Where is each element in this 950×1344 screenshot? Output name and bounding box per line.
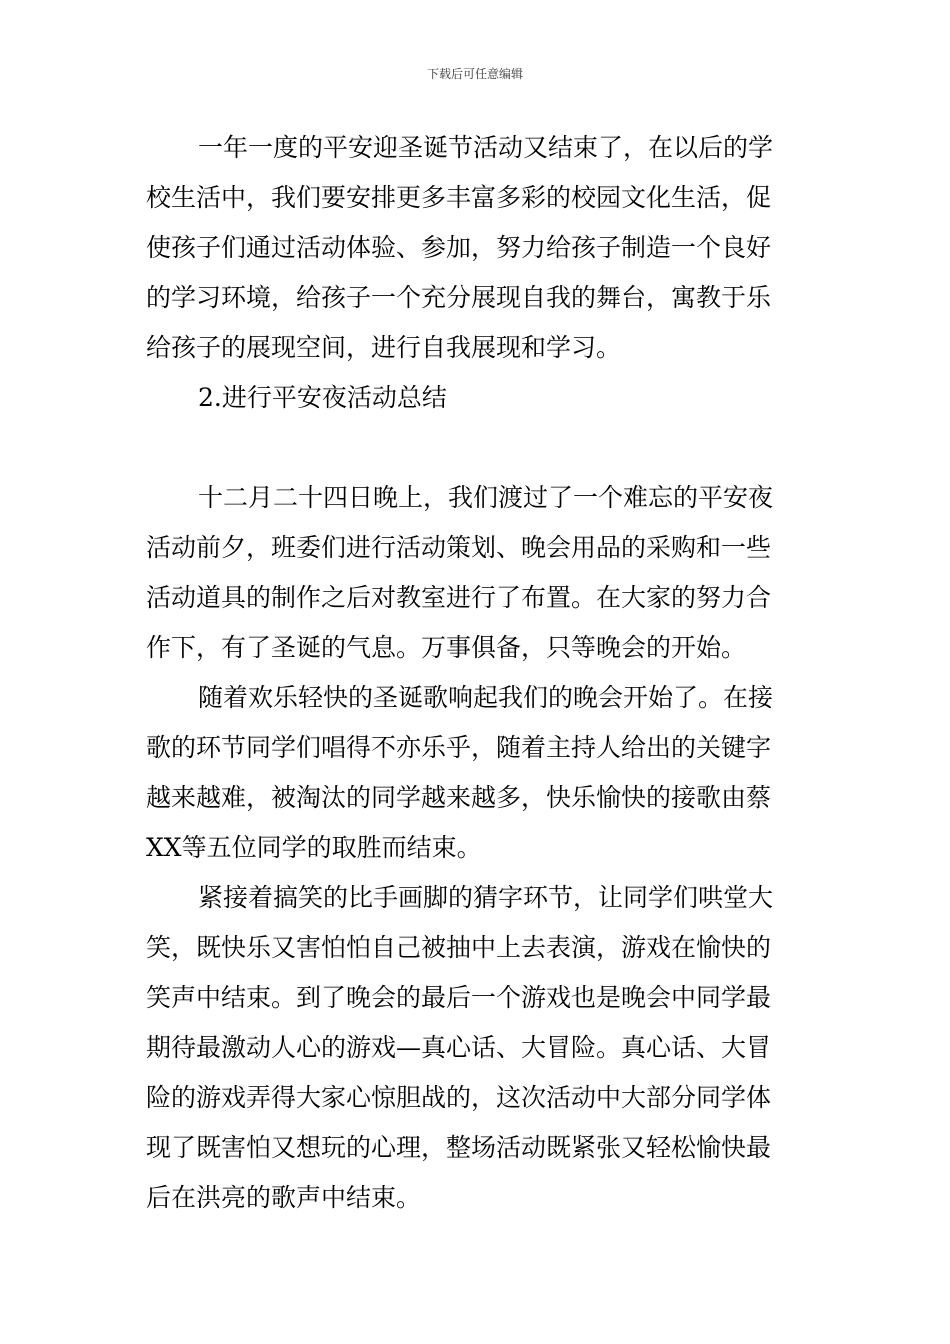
- paragraph-line: 歌的环节同学们唱得不亦乐乎，随着主持人给出的关键字: [146, 733, 772, 762]
- paragraph-line: 一年一度的平安迎圣诞节活动又结束了，在以后的学: [198, 133, 774, 162]
- paragraph-line: 笑，既快乐又害怕怕自己被抽中上去表演，游戏在愉快的: [146, 933, 772, 962]
- paragraph-line: XX等五位同学的取胜而结束。: [146, 833, 482, 862]
- paragraph-line: 十二月二十四日晚上，我们渡过了一个难忘的平安夜: [198, 483, 774, 512]
- header-note: 下载后可任意编辑: [426, 67, 523, 81]
- paragraph-line: 紧接着搞笑的比手画脚的猜字环节，让同学们哄堂大: [198, 883, 774, 912]
- paragraph-line: 险的游戏弄得大家心惊胆战的，这次活动中大部分同学体: [146, 1083, 772, 1112]
- paragraph-line: 随着欢乐轻快的圣诞歌响起我们的晚会开始了。在接: [198, 683, 774, 712]
- paragraph-line: 后在洪亮的歌声中结束。: [146, 1183, 422, 1212]
- paragraph-line: 校生活中，我们要安排更多丰富多彩的校园文化生活，促: [146, 183, 772, 212]
- paragraph-line: 的学习环境，给孩子一个充分展现自我的舞台，寓教于乐: [146, 283, 772, 312]
- paragraph-line: 越来越难，被淘汰的同学越来越多，快乐愉快的接歌由蔡: [146, 783, 772, 812]
- paragraph-line: 笑声中结束。到了晚会的最后一个游戏也是晚会中同学最: [146, 983, 772, 1012]
- paragraph-line: 现了既害怕又想玩的心理，整场活动既紧张又轻松愉快最: [146, 1133, 772, 1162]
- section-heading: 2.进行平安夜活动总结: [198, 383, 447, 412]
- paragraph-line: 作下，有了圣诞的气息。万事俱备，只等晚会的开始。: [146, 633, 747, 662]
- paragraph-line: 使孩子们通过活动体验、参加，努力给孩子制造一个良好: [146, 233, 772, 262]
- paragraph-line: 活动前夕，班委们进行活动策划、晚会用品的采购和一些: [146, 533, 772, 562]
- paragraph-line: 给孩子的展现空间，进行自我展现和学习。: [146, 333, 622, 362]
- paragraph-line: 期待最激动人心的游戏—真心话、大冒险。真心话、大冒: [146, 1033, 772, 1062]
- paragraph-line: 活动道具的制作之后对教室进行了布置。在大家的努力合: [146, 583, 772, 612]
